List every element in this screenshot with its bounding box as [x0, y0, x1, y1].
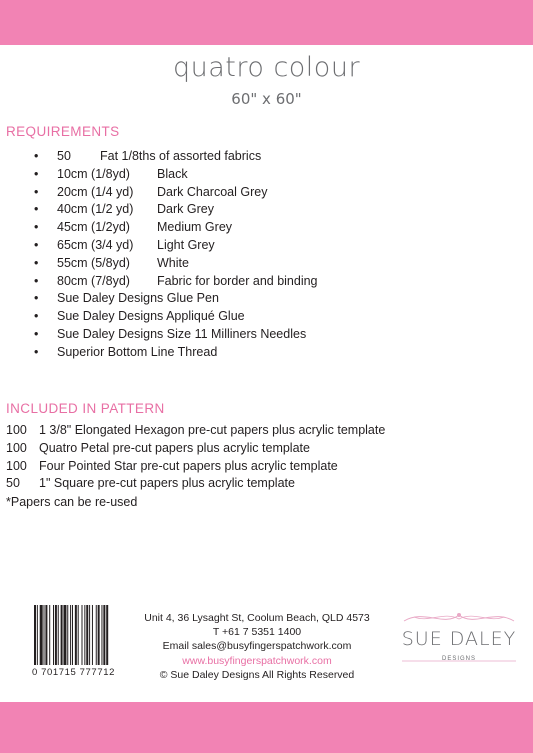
bullet-icon: •	[34, 309, 39, 324]
copyright: © Sue Daley Designs All Rights Reserved	[159, 668, 355, 681]
requirement-description: White	[157, 255, 189, 270]
requirement-description: Superior Bottom Line Thread	[57, 344, 218, 359]
barcode-number: 0 701715 777712	[32, 667, 115, 678]
requirement-quantity: 80cm (7/8yd)	[57, 273, 130, 288]
bullet-icon: •	[34, 344, 39, 359]
requirement-description: Fat 1/8ths of assorted fabrics	[100, 149, 262, 163]
requirement-description: Sue Daley Designs Size 11 Milliners Needles	[57, 326, 307, 341]
included-heading: INCLUDED IN PATTERN	[6, 401, 165, 416]
included-count: 100	[6, 440, 27, 455]
bullet-icon: •	[34, 202, 39, 217]
requirement-description: Dark Charcoal Grey	[157, 184, 268, 199]
included-count: 100	[6, 423, 27, 437]
pattern-title: quatro colour	[172, 52, 361, 83]
papers-note: *Papers can be re-used	[6, 495, 138, 509]
bullet-icon: •	[34, 184, 39, 199]
pattern-size: 60" x 60"	[231, 90, 302, 108]
bullet-icon: •	[34, 326, 39, 341]
included-description: 1" Square pre-cut papers plus acrylic template	[39, 476, 295, 491]
requirement-quantity: 55cm (5/8yd)	[57, 255, 130, 270]
bullet-icon: •	[34, 237, 39, 252]
bullet-icon: •	[34, 166, 39, 181]
address: Unit 4, 36 Lysaght St, Coolum Beach, QLD 4573	[144, 612, 370, 624]
requirement-description: Dark Grey	[157, 202, 214, 217]
bottom-pink-band	[0, 702, 533, 753]
contact-block	[132, 611, 382, 682]
requirement-quantity: 50	[57, 149, 71, 163]
requirement-description: Fabric for border and binding	[157, 273, 318, 288]
included-description: Quatro Petal pre-cut papers plus acrylic template	[39, 440, 310, 455]
requirement-quantity: 65cm (3/4 yd)	[57, 237, 134, 252]
logo-subtitle: DESIGNS	[441, 656, 476, 662]
included-count: 100	[6, 458, 27, 473]
requirement-description: Medium Grey	[157, 220, 233, 235]
requirements-heading: REQUIREMENTS	[6, 124, 120, 139]
logo-name: SUE DALEY	[401, 628, 517, 650]
phone: T +61 7 5351 1400	[212, 626, 302, 639]
top-pink-band	[0, 0, 533, 45]
requirement-quantity: 40cm (1/2 yd)	[57, 202, 134, 217]
website-link[interactable]: www.busyfingerspatchwork.com	[182, 654, 332, 667]
requirement-description: Black	[157, 166, 188, 181]
requirement-quantity: 45cm (1/2yd)	[57, 220, 130, 235]
included-description: 1 3/8" Elongated Hexagon pre-cut papers plus acrylic template	[39, 423, 386, 437]
bullet-icon: •	[34, 255, 39, 270]
bullet-icon: •	[34, 149, 39, 163]
barcode-image	[34, 605, 130, 665]
bullet-icon: •	[34, 291, 39, 306]
email[interactable]: Email sales@busyfingerspatchwork.com	[162, 640, 352, 653]
included-count: 50	[6, 476, 20, 491]
requirement-quantity: 10cm (1/8yd)	[57, 166, 130, 181]
included-description: Four Pointed Star pre-cut papers plus acrylic template	[39, 458, 338, 473]
bullet-icon: •	[34, 273, 39, 288]
requirement-quantity: 20cm (1/4 yd)	[57, 184, 134, 199]
requirement-description: Sue Daley Designs Glue Pen	[57, 291, 219, 306]
requirement-description: Light Grey	[157, 237, 215, 252]
requirement-description: Sue Daley Designs Appliqué Glue	[57, 309, 245, 324]
bullet-icon: •	[34, 220, 39, 235]
